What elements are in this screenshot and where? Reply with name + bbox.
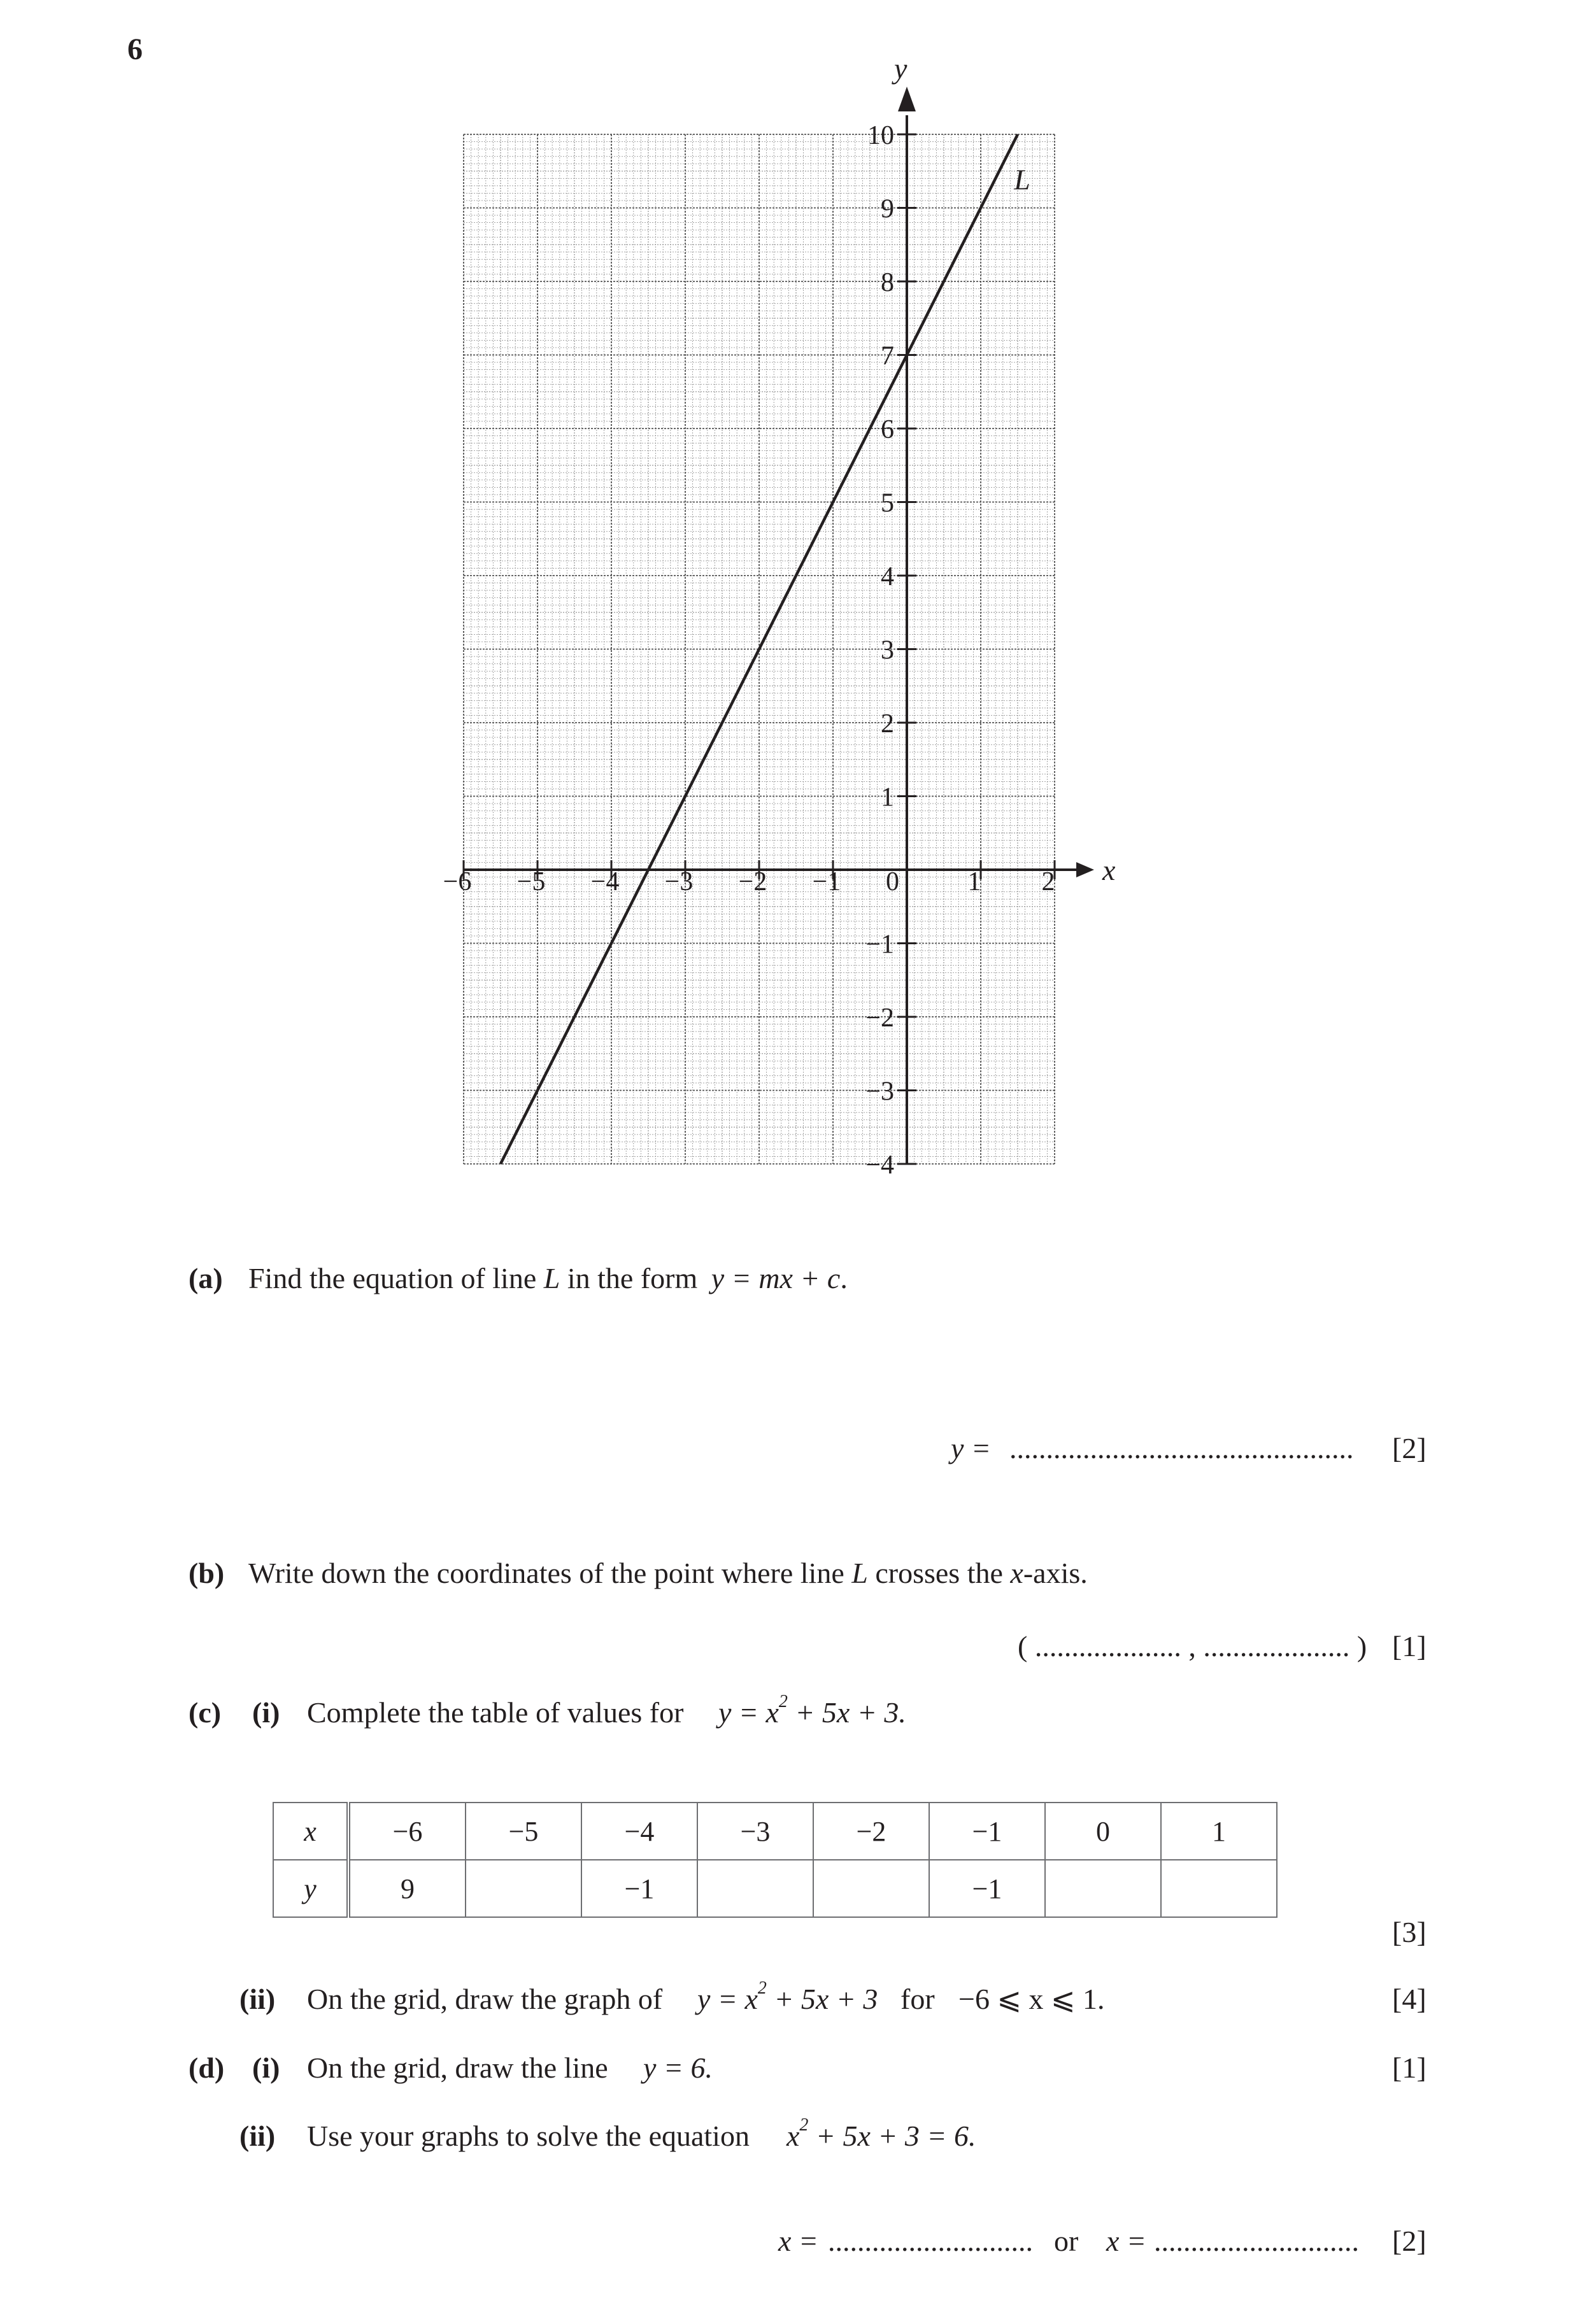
x-tick-label: 0 xyxy=(886,867,899,896)
y-tick-label: 6 xyxy=(881,415,894,444)
part-c-ii-for: for xyxy=(900,1983,935,2015)
part-d-answer-x2-label: x = xyxy=(1106,2225,1146,2257)
y-tick-label: −4 xyxy=(865,1151,894,1180)
y-tick-label: 8 xyxy=(881,268,894,297)
part-a-question xyxy=(248,1264,848,1293)
y-tick-label: −3 xyxy=(865,1077,894,1107)
part-c-ii-marks: [4] xyxy=(1392,1983,1427,2015)
part-d-ii-question: Use your graphs to solve the equation xyxy=(307,2120,750,2152)
part-b-line-name: L xyxy=(851,1557,868,1589)
part-b-text: Write down the coordinates of the point where line xyxy=(248,1557,852,1589)
part-d-answer-or: or xyxy=(1054,2225,1079,2257)
y-tick-label: 3 xyxy=(881,635,894,665)
part-b-axis-name: x xyxy=(1010,1557,1023,1589)
y-axis-arrow-icon xyxy=(898,87,916,111)
table-header-y: y xyxy=(273,1860,348,1917)
y-tick-label: −1 xyxy=(865,930,894,960)
part-b-question xyxy=(248,1559,1088,1588)
part-d-i-question: On the grid, draw the line xyxy=(307,2051,608,2084)
part-a-equation: y = mx + c xyxy=(711,1262,841,1294)
part-c-ii-range: −6 ⩽ x ⩽ 1. xyxy=(958,1983,1105,2015)
x-tick-label: 1 xyxy=(967,867,981,896)
part-d-ii-eq-sup: 2 xyxy=(799,2115,809,2135)
page-number: 6 xyxy=(127,32,143,66)
part-c-ii-eq-b: + 5x + 3 xyxy=(766,1983,878,2015)
y-tick-label: 1 xyxy=(881,783,894,812)
y-axis-label: y xyxy=(894,52,907,85)
part-d-ii-eq-a: x xyxy=(786,2120,800,2152)
y-tick-label: 7 xyxy=(881,341,894,371)
part-c-ii-label: (ii) xyxy=(239,1983,276,2015)
part-c-ii-question: On the grid, draw the graph of xyxy=(307,1983,663,2015)
y-tick-label: −2 xyxy=(865,1003,894,1033)
part-d-marks: [2] xyxy=(1392,2225,1427,2257)
part-c-ii-eq-a: y = x xyxy=(697,1983,758,2015)
table-cell-x: −5 xyxy=(466,1803,581,1860)
part-b-marks: [1] xyxy=(1392,1630,1427,1662)
table-cell-x: −4 xyxy=(581,1803,697,1860)
y-tick-label: 10 xyxy=(867,121,894,150)
part-d-ii-equation xyxy=(786,2115,976,2152)
table-cell-x: −1 xyxy=(929,1803,1045,1860)
table-cell-y: −1 xyxy=(581,1860,697,1917)
table-cell-x: −6 xyxy=(348,1803,466,1860)
x-tick-label: −4 xyxy=(590,867,620,896)
table-cell-x: −3 xyxy=(697,1803,813,1860)
part-d-ii-eq-b: + 5x + 3 = 6. xyxy=(808,2120,976,2152)
part-a-text-end: . xyxy=(840,1262,848,1294)
table-row-x xyxy=(273,1803,1277,1860)
part-c-ii-equation xyxy=(697,1978,878,2015)
x-tick-label: −2 xyxy=(738,867,767,896)
part-d-i-label: (i) xyxy=(252,2051,280,2084)
part-c-i-marks: [3] xyxy=(1392,1916,1427,1948)
y-tick-label: 4 xyxy=(881,562,894,592)
table-cell-y-blank[interactable] xyxy=(1045,1860,1161,1917)
x-tick-label: −3 xyxy=(664,867,694,896)
table-row-y xyxy=(273,1860,1277,1917)
table-cell-x: −2 xyxy=(813,1803,929,1860)
x-axis-arrow-icon xyxy=(1076,862,1094,877)
values-table xyxy=(273,1802,1278,1918)
table-cell-y: 9 xyxy=(348,1860,466,1917)
part-d-answer-x1-label: x = xyxy=(778,2225,818,2257)
y-tick-label: 9 xyxy=(881,194,894,224)
table-cell-y-blank[interactable] xyxy=(697,1860,813,1917)
table-cell-y-blank[interactable] xyxy=(466,1860,581,1917)
x-tick-label: −6 xyxy=(443,867,472,896)
line-L-label: L xyxy=(1014,163,1030,196)
x-axis-label: x xyxy=(1102,854,1116,886)
part-c-i-equation xyxy=(718,1692,906,1729)
part-d-i-marks: [1] xyxy=(1392,2051,1427,2084)
part-a-text-mid: in the form xyxy=(560,1262,705,1294)
part-a-text: Find the equation of line xyxy=(248,1262,544,1294)
part-c-i-question: Complete the table of values for xyxy=(307,1696,684,1729)
y-tick-label: 5 xyxy=(881,488,894,518)
part-c-i-eq-a: y = x xyxy=(718,1696,779,1729)
part-a-marks: [2] xyxy=(1392,1432,1427,1464)
part-b-answer-field[interactable]: ( .................... , .................... ) xyxy=(1018,1630,1367,1662)
part-d-answer-field-1[interactable]: ............................ xyxy=(828,2225,1033,2257)
part-b-label: (b) xyxy=(189,1557,225,1589)
part-d-answer-field-2[interactable]: ............................ xyxy=(1154,2225,1359,2257)
table-cell-x: 1 xyxy=(1161,1803,1277,1860)
table-cell-y: −1 xyxy=(929,1860,1045,1917)
part-a-answer-prefix: y = xyxy=(951,1432,991,1464)
part-a-line-name: L xyxy=(543,1262,560,1294)
part-c-i-eq-sup: 2 xyxy=(778,1692,788,1711)
table-cell-y-blank[interactable] xyxy=(1161,1860,1277,1917)
part-b-text-mid: crosses the xyxy=(867,1557,1011,1589)
x-tick-label: −1 xyxy=(812,867,841,896)
part-d-i-equation: y = 6. xyxy=(643,2051,713,2084)
x-tick-label: −5 xyxy=(516,867,546,896)
part-a-answer-field[interactable]: ............................................... xyxy=(1009,1432,1354,1464)
table-cell-x: 0 xyxy=(1045,1803,1161,1860)
y-tick-label: 2 xyxy=(881,709,894,739)
x-tick-label: 2 xyxy=(1041,867,1055,896)
part-a-label: (a) xyxy=(189,1262,223,1294)
table-cell-y-blank[interactable] xyxy=(813,1860,929,1917)
axis-tick-labels xyxy=(443,52,1116,1180)
part-b-text-end: -axis. xyxy=(1023,1557,1088,1589)
part-d-ii-label: (ii) xyxy=(239,2120,276,2152)
part-c-label: (c) xyxy=(189,1696,222,1729)
part-c-i-label: (i) xyxy=(252,1696,280,1729)
part-c-ii-eq-sup: 2 xyxy=(757,1978,767,1998)
table-header-x: x xyxy=(273,1803,348,1860)
part-d-label: (d) xyxy=(189,2051,225,2084)
part-c-i-eq-b: + 5x + 3. xyxy=(787,1696,906,1729)
